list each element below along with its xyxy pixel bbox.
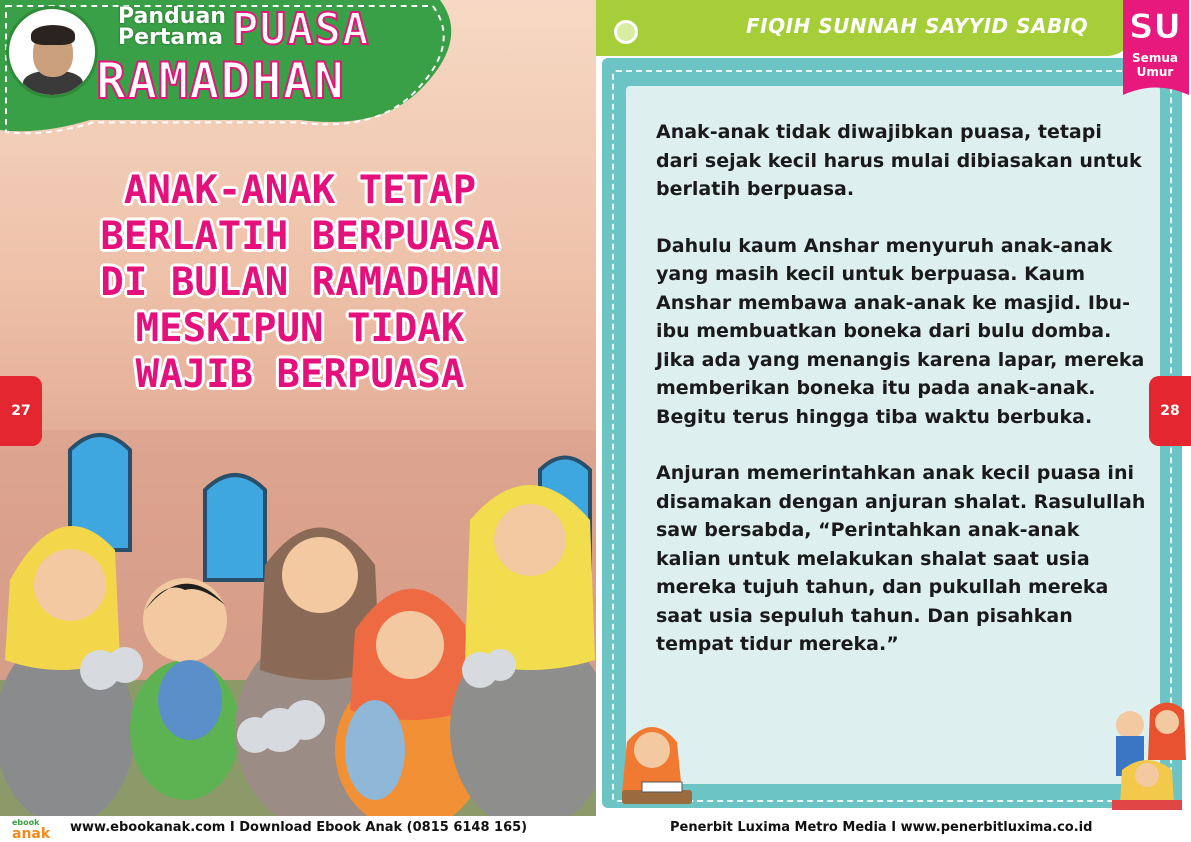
su-age-badge bbox=[1121, 0, 1189, 100]
page-headline bbox=[40, 168, 560, 398]
headline-line: WAJIB BERPUASA bbox=[135, 352, 465, 397]
paragraph: Anjuran memerintahkan anak kecil puasa ini disamakan dengan anjuran shalat. Rasulullah saw bersabda, “Perintahkan anak-anak kalian untuk melakukan shalat saat usia mereka tujuh tahun, dan pukullah mereka saat usia sepuluh tahun. Dan pisahkan tempat tidur mereka.” bbox=[656, 462, 1146, 655]
svg-text:anak: anak bbox=[12, 826, 51, 840]
headline-line: DI BULAN RAMADHAN bbox=[100, 260, 500, 305]
ebookanak-logo bbox=[10, 816, 62, 840]
headline-line: BERLATIH BERPUASA bbox=[100, 214, 500, 259]
right-page bbox=[596, 0, 1191, 816]
footer-left-text: www.ebookanak.com I Download Ebook Anak (0815 6148 165) bbox=[70, 820, 528, 835]
footer-right-text: Penerbit Luxima Metro Media I www.penerbitluxima.co.id bbox=[670, 820, 1093, 835]
page-number-right: 28 bbox=[1149, 376, 1191, 446]
left-page bbox=[0, 0, 596, 816]
series-title-ramadhan: RAMADHAN bbox=[96, 52, 345, 110]
series-small-title: Panduan Pertama bbox=[118, 4, 226, 50]
footer bbox=[0, 816, 1191, 842]
paragraph: Anak-anak tidak diwajibkan puasa, tetapi dari sejak kecil harus mulai dibiasakan untuk berlatih berpuasa. bbox=[656, 121, 1142, 200]
paragraph: Dahulu kaum Anshar menyuruh anak-anak yang masih kecil untuk berpuasa. Kaum Anshar membawa anak-anak ke masjid. Ibu-ibu membuatkan boneka dari bulu domba. Jika ada yang menangis karena lapar, mereka memberikan boneka itu pada anak-anak. Begitu terus hingga tiba waktu berbuka. bbox=[656, 234, 1145, 428]
headline-line: MESKIPUN TIDAK bbox=[135, 306, 465, 351]
badge-small-text-1: Semua bbox=[1132, 51, 1178, 65]
body-text bbox=[656, 118, 1146, 687]
badge-small-text-2: Umur bbox=[1136, 65, 1174, 79]
header-knob-icon bbox=[614, 20, 638, 44]
series-title-puasa: PUASA bbox=[232, 4, 370, 55]
book-header-bar bbox=[596, 0, 1136, 56]
mosque-scene-illustration bbox=[0, 430, 596, 816]
reading-girl-illustration bbox=[612, 712, 702, 812]
headline-line: ANAK-ANAK TETAP bbox=[123, 168, 477, 213]
family-illustration bbox=[1102, 700, 1190, 812]
page-number-left: 27 bbox=[0, 376, 42, 446]
book-title: FIQIH SUNNAH SAYYID SABIQ bbox=[746, 14, 1089, 38]
svg-text:ebook: ebook bbox=[12, 818, 40, 827]
badge-big-text: SU bbox=[1128, 7, 1182, 47]
author-avatar bbox=[6, 6, 98, 98]
